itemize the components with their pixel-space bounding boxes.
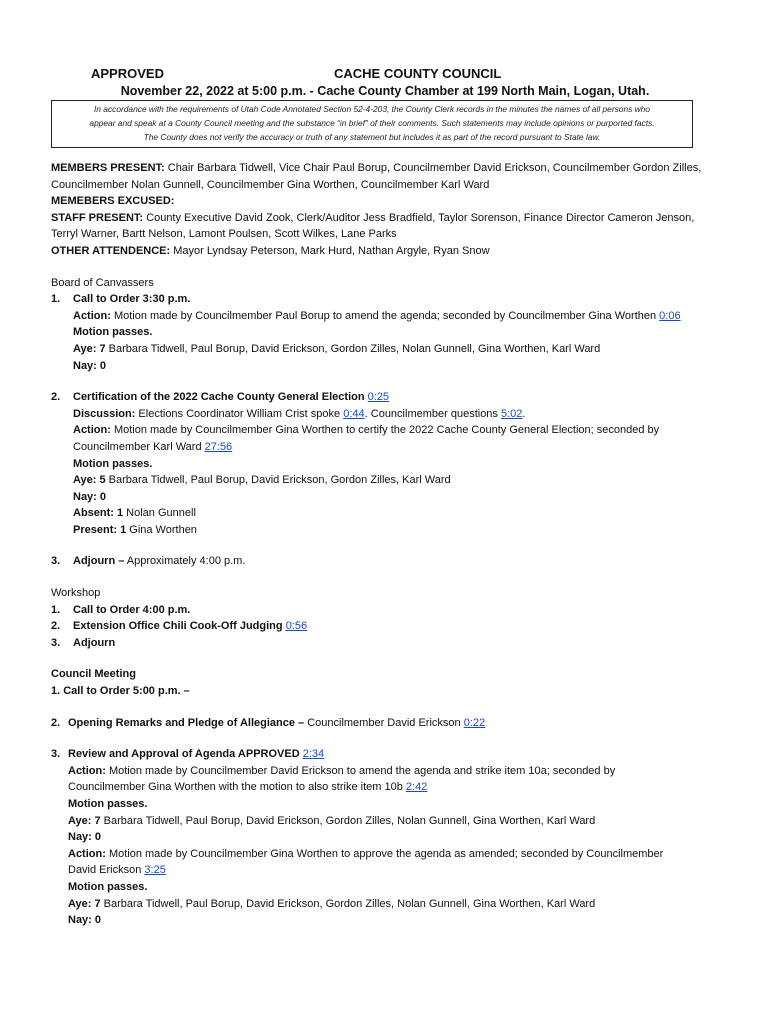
- members-present: MEMBERS PRESENT: Chair Barbara Tidwell, Vice Chair Paul Borup, Councilmember David Erickson, Councilmember Gordon Zilles,: [51, 162, 702, 174]
- timestamp-link[interactable]: 0:25: [367, 391, 390, 404]
- timestamp-link[interactable]: 5:02: [500, 407, 523, 420]
- section-heading-workshop: Workshop: [51, 587, 101, 600]
- council-item: 3. Review and Approval of Agenda APPROVED 2:34 Action: Motion made by Councilmember David Erickson to amend the agenda and strike item 10a; seconded by Councilmember Gina Worthen with the motion to also strike item 10b 2:42 Motion passes. Aye: 7 Barbara Tidwell, Paul Borup, David Erickson, Gordon Zilles, Nolan Gunnell, Gina Worthen, Karl Ward Nay: 0 Action: Motion made by Councilmember Gina Worthen to approve the agenda as amended; seconded by Councilmember David Erickson 3:25 Motion passes. Aye: 7 Barbara Tidwell, Paul Borup, David Erickson, Gordon Zilles, Nolan Gunnell, Gina Worthen, Karl Ward Nay: 0: [51, 748, 664, 927]
- document-header: [0, 66, 770, 86]
- timestamp-link[interactable]: 0:22: [463, 716, 486, 729]
- workshop-item: 1. Call to Order 4:00 p.m.: [51, 603, 191, 616]
- agenda-item: 1. Call to Order 3:30 p.m. Action: Motion made by Councilmember Paul Borup to amend the agenda; seconded by Councilmember Gina Worthen 0:06 Motion passes. Aye: 7 Barbara Tidwell, Paul Borup, David Erickson, Gordon Zilles, Nolan Gunnell, Gina Worthen, Karl Ward Nay: 0: [51, 293, 681, 372]
- timestamp-link[interactable]: 27:56: [204, 440, 233, 453]
- members-excused: MEMEBERS EXCUSED:: [51, 195, 175, 208]
- item-title: Certification of the 2022 Cache County General Election: [73, 391, 365, 404]
- agenda-item: 2. Certification of the 2022 Cache County General Election 0:25 Discussion: Elections Coordinator William Crist spoke 0:44. Councilmember questions 5:02. Action: Motion made by Councilmember Gina Worthen to certify the 2022 Cache County General Election; seconded by Councilmember Karl Ward 27:56 Motion passes. Aye: 5 Barbara Tidwell, Paul Borup, David Erickson, Gordon Zilles, Karl Ward Nay: 0 Absent: 1 Nolan Gunnell Present: 1 Gina Worthen: [51, 391, 660, 536]
- legal-notice-box: [51, 100, 693, 148]
- minutes-body: [51, 160, 731, 929]
- approved-label: APPROVED: [91, 66, 164, 81]
- notice-line: In accordance with the requirements of Utah Code Annotated Section 52-4-203, the County Clerk records in the minutes the names of all persons who: [93, 104, 650, 114]
- council-item-1: 1. Call to Order 5:00 p.m. –: [51, 685, 190, 698]
- staff-present-cont: Terryl Warner, Bartt Nelson, Lamont Poulsen, Scott Wilkes, Lane Parks: [51, 228, 397, 241]
- section-heading-council: Council Meeting: [51, 668, 136, 681]
- workshop-item: 2. Extension Office Chili Cook-Off Judging 0:56: [51, 620, 308, 633]
- timestamp-link[interactable]: 0:06: [659, 309, 681, 322]
- other-attendance: OTHER ATTENDENCE: Mayor Lyndsay Peterson, Mark Hurd, Nathan Argyle, Ryan Snow: [51, 244, 490, 257]
- item-title: Adjourn –: [73, 555, 125, 568]
- timestamp-link[interactable]: 2:42: [405, 781, 428, 794]
- workshop-item: 3. Adjourn: [51, 636, 116, 649]
- timestamp-link[interactable]: 0:56: [285, 620, 308, 633]
- agenda-item: 3. Adjourn – Approximately 4:00 p.m.: [51, 555, 246, 568]
- document-title: CACHE COUNTY COUNCIL: [334, 66, 502, 81]
- section-heading-canvassers: Board of Canvassers: [51, 276, 154, 289]
- timestamp-link[interactable]: 3:25: [144, 864, 166, 877]
- timestamp-link[interactable]: 2:34: [302, 748, 325, 761]
- item-title: Call to Order 3:30 p.m.: [73, 293, 191, 306]
- meeting-date-location: November 22, 2022 at 5:00 p.m. - Cache County Chamber at 199 North Main, Logan, Utah.: [120, 84, 650, 98]
- notice-line: appear and speak at a County Council meeting and the substance “in brief” of their comments. Such statements may include opinions or purported facts.: [89, 118, 655, 129]
- members-present-cont: Councilmember Nolan Gunnell, Councilmember Gina Worthen, Councilmember Karl Ward: [51, 178, 490, 191]
- timestamp-link[interactable]: 0:44: [343, 407, 365, 420]
- staff-present: STAFF PRESENT: County Executive David Zook, Clerk/Auditor Jess Bradfield, Taylor Sorenson, Finance Director Cameron Jenson,: [51, 211, 695, 224]
- council-item: 2. Opening Remarks and Pledge of Allegiance – Councilmember David Erickson 0:22: [51, 716, 486, 729]
- notice-line: The County does not verify the accuracy or truth of any statement but includes it as part of the record pursuant to State law.: [143, 132, 601, 143]
